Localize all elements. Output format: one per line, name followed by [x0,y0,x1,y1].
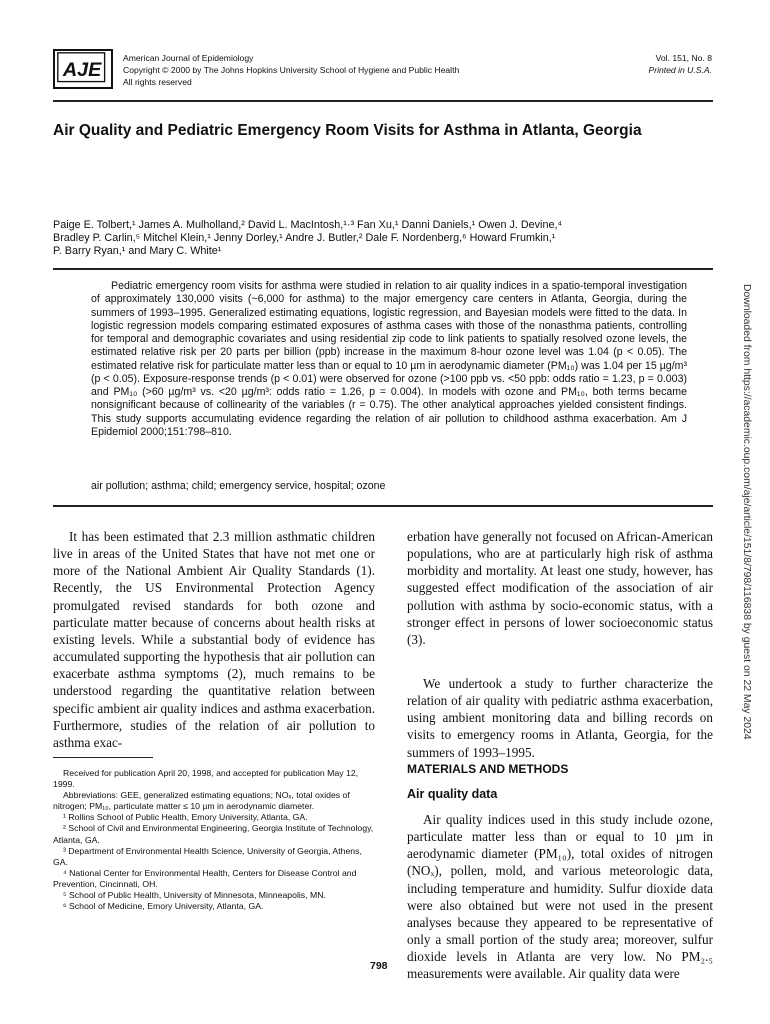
footnote-abbreviations: Abbreviations: GEE, generalized estimating equations; NOₓ, total oxides of nitrogen; PM₁₀, particulate matter ≤ 10 µm in aerodynamic diameter. [53,790,350,812]
footnote-affiliation-4: ⁴ National Center for Environmental Health, Centers for Disease Control and Prevention, Cincinnati, OH. [53,867,357,889]
rights-line: All rights reserved [123,77,192,87]
article-title: Air Quality and Pediatric Emergency Room Visits for Asthma in Atlanta, Georgia [53,122,642,139]
printed-line: Printed in U.S.A. [648,65,712,75]
abstract-divider [53,505,713,507]
footnote-affiliation-5: ⁵ School of Public Health, University of Minnesota, Minneapolis, MN. [63,890,326,901]
download-watermark [740,284,754,740]
author-list [53,219,713,259]
keywords: air pollution; asthma; child; emergency service, hospital; ozone [91,480,386,492]
footnote-affiliation-6: ⁶ School of Medicine, Emory University, Atlanta, GA. [63,901,264,912]
footnote-affiliation-1: ¹ Rollins School of Public Health, Emory University, Atlanta, GA. [63,812,308,823]
footnote-affiliation-3: ³ Department of Environmental Health Science, University of Georgia, Athens, GA. [53,845,362,867]
intro-paragraph-1: It has been estimated that 2.3 million asthmatic children live in areas of the United States that have not met one or more of the National Ambient Air Quality Standards (1). Recently, the US Environmental Protection Agency promulgated revised standards for both ozone and particulate matter because of concerns about health risks at existing levels. While a substantial body of evidence has accumulated supporting the hypothesis that air pollution can exacerbate asthma symptoms (2), much remains to be understood regarding the quantitative relation between specific ambient air quality indices and asthma exacerbation. Furthermore, studies of the relation of air pollution to asthma exac- [53,529,375,750]
logo-text: AJE [62,59,102,82]
abstract-text: Pediatric emergency room visits for asthma were studied in relation to air quality indices in a spatio-temporal investigation of approximately 130,000 visits (~6,000 for asthma) to the major emergency care centers in Atlanta, Georgia, during the summers of 1993–1995. Generalized estimating equations, logistic regression, and Bayesian models were fitted to the data. In logistic regression models comparing estimated exposures of asthma cases with those of the nonasthma patients, controlling for temporal and demographic covariates and using residential zip code to link patients to spatially resolved ozone levels, the estimated relative risk per 20 parts per billion (ppb) increase in the maximum 8-hour ozone level was 1.04 (p < 0.05). The estimated relative risk for particulate matter less than or equal to 10 µm in aerodynamic diameter (PM₁₀) was 1.04 per 15 µg/m³ (p < 0.05). Exposure-response trends (p < 0.01) were observed for ozone (>100 ppb vs. <50 ppb: odds ratio = 1.23, p = 0.003) and PM₁₀ (>60 µg/m³ vs. <20 µg/m³: odds ratio = 1.26, p = 0.004). In models with ozone and PM₁₀, both terms became nonsignificant because of collinearity of the variables (r = 0.75). The other analytical approaches yielded consistent findings. This study supports accumulating evidence regarding the relation of air pollution to childhood asthma exacerbation. Am J Epidemiol 2000;151:798–810. [91,280,687,438]
header-divider [53,100,713,102]
methods-paragraph-1: Air quality indices used in this study include ozone, particulate matter less than or equal to 10 µm in aerodynamic diameter (PM₁₀), total oxides of nitrogen (NOₓ), pollen, mold, and various meteorologic data, including temperature and humidity. Sulfur dioxide data were also obtained but were not used in the present analyses because they appeared to be representative of only a small portion of the study area; moreover, sulfur dioxide levels in Atlanta are very low. No PM₂.₅ measurements were available. Air quality data were [407,812,713,982]
footnote-divider [53,757,153,758]
watermark-text: Downloaded from https://academic.oup.com/aje/article/151/8/798/116838 by guest on 22 May 2024 [741,284,752,740]
section-heading-methods: MATERIALS AND METHODS [407,762,569,776]
footnotes [53,768,375,912]
journal-name: American Journal of Epidemiology [123,53,254,63]
issue-info [648,52,712,76]
intro-paragraph-2: We undertook a study to further characterize the relation of air quality with pediatric asthma exacerbation, using ambient monitoring data and billing records on visits to emergency rooms in Atlanta, Georgia, for the summers of 1993–1995. [407,676,713,760]
journal-logo [53,49,113,89]
footnote-affiliation-2: ² School of Civil and Environmental Engineering, Georgia Institute of Technology, Atlanta, GA. [53,823,374,845]
author-line-3: P. Barry Ryan,¹ and Mary C. White¹ [53,245,222,258]
journal-header [123,52,459,88]
aje-logo-icon [55,51,111,87]
footnote-received: Received for publication April 20, 1998, and accepted for publication May 12, 1999. [53,768,359,790]
copyright-line: Copyright © 2000 by The Johns Hopkins University School of Hygiene and Public Health [123,65,460,75]
author-line-1: Paige E. Tolbert,¹ James A. Mulholland,² David L. MacIntosh,¹·³ Fan Xu,¹ Danni Daniels,¹ Owen J. Devine,⁴ [53,219,563,231]
authors-divider [53,268,713,270]
subsection-heading-air-quality: Air quality data [407,787,498,801]
author-line-2: Bradley P. Carlin,⁵ Mitchel Klein,¹ Jenny Dorley,¹ Andre J. Butler,² Dale F. Nordenberg,⁶ Howard Frumkin,¹ [53,232,556,245]
page-number: 798 [370,960,388,972]
intro-paragraph-continued: erbation have generally not focused on African-American populations, who are at particularly high risk of asthma morbidity and mortality. At least one study, however, has suggested effect modification of the association of air pollution with asthma by socio-economic status, with a stronger effect in persons of lower socioeconomic status (3). [407,529,713,647]
volume-line: Vol. 151, No. 8 [655,53,712,63]
